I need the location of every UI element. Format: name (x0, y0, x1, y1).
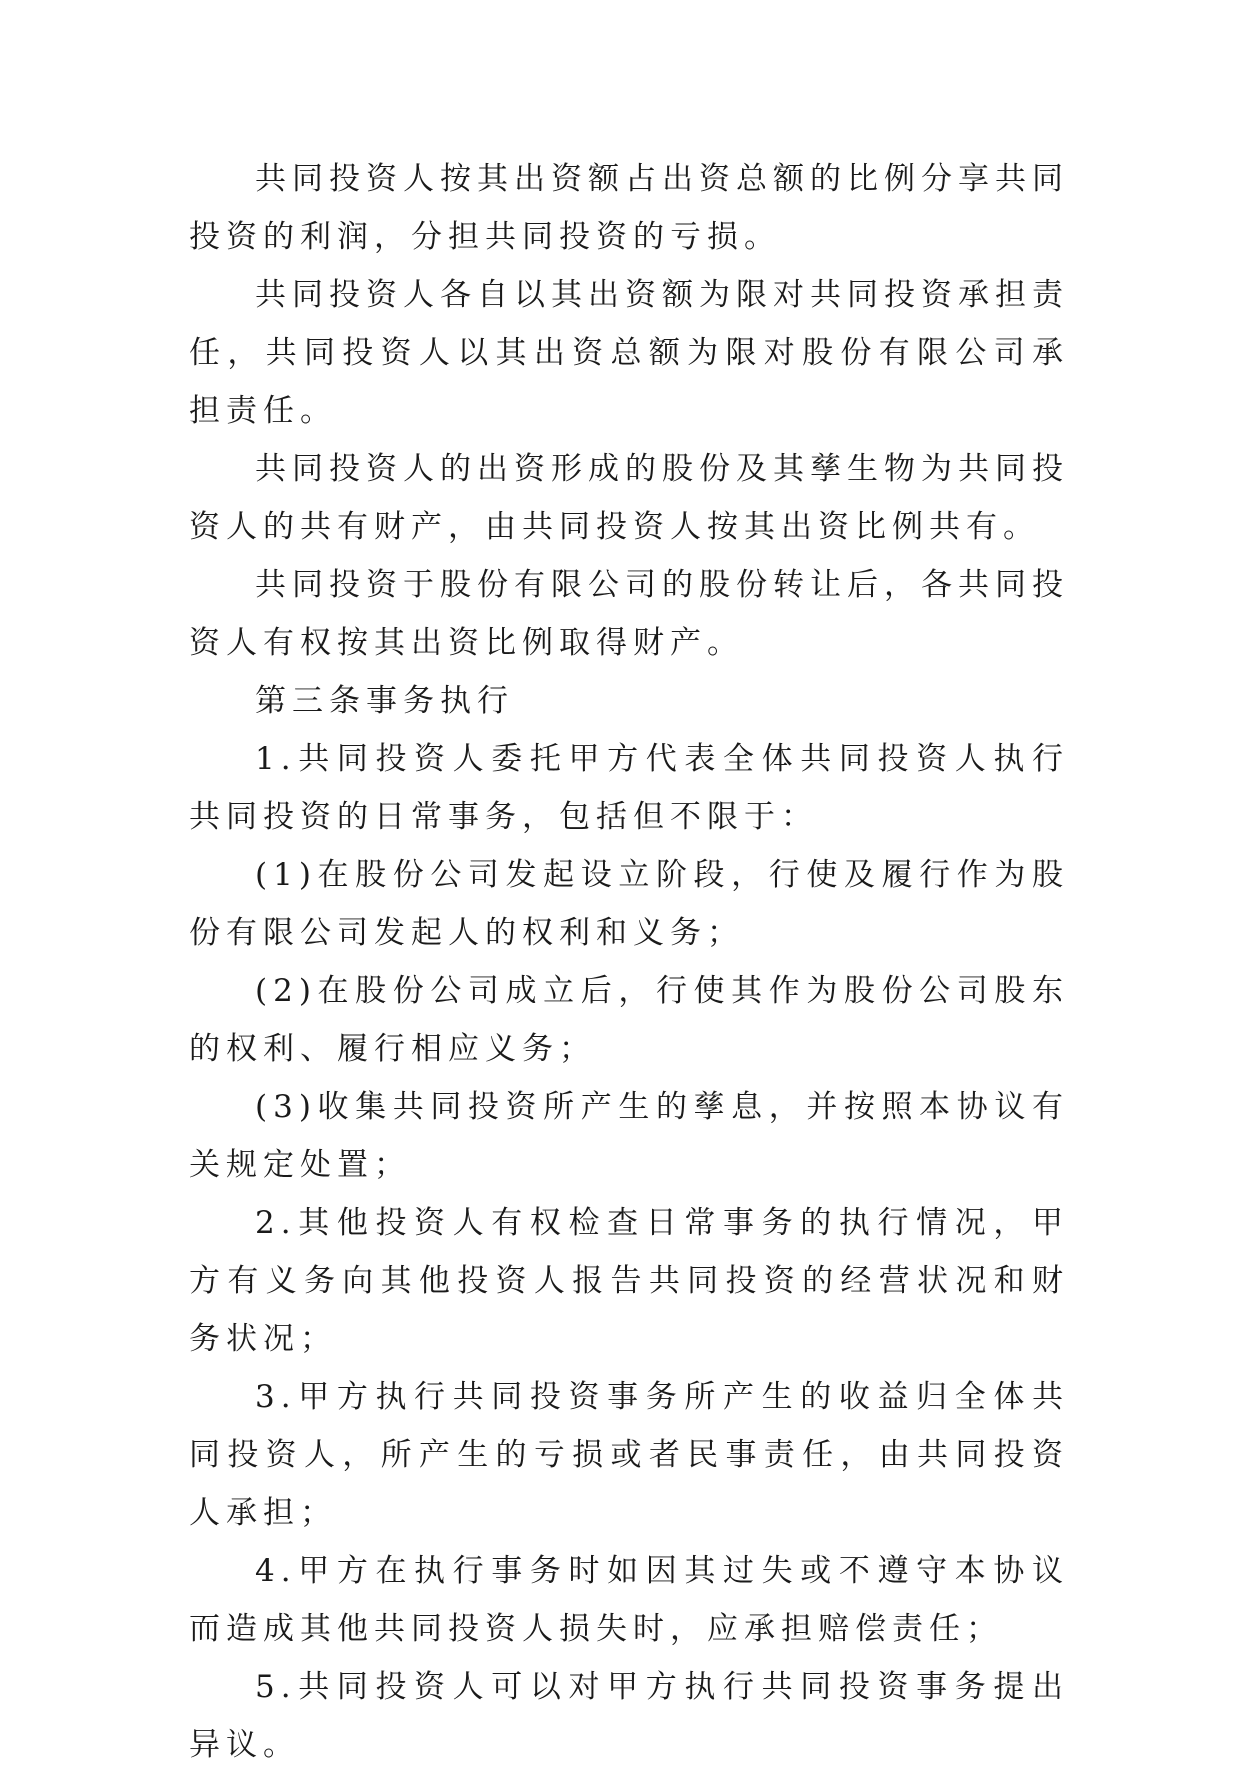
paragraph-liability: 共同投资人各自以其出资额为限对共同投资承担责任，共同投资人以其出资总额为限对股份有限公司承担责任。 (189, 277, 1069, 429)
paragraph-common-property: 共同投资人的出资形成的股份及其孳生物为共同投资人的共有财产，由共同投资人按其出资比例共有。 (189, 451, 1069, 545)
sub-item-1: (1)在股份公司发起设立阶段，行使及履行作为股份有限公司发起人的权利和义务； (189, 857, 1069, 951)
paragraph-share-transfer: 共同投资于股份有限公司的股份转让后，各共同投资人有权按其出资比例取得财产。 (189, 567, 1069, 661)
list-item-5: 5.共同投资人可以对甲方执行共同投资事务提出异议。 (189, 1669, 1069, 1763)
document-body (189, 150, 1069, 1774)
section-heading-article-3: 第三条事务执行 (255, 683, 514, 719)
paragraph-profit-sharing: 共同投资人按其出资额占出资总额的比例分享共同投资的利润，分担共同投资的亏损。 (189, 161, 1069, 255)
list-item-2: 2.其他投资人有权检查日常事务的执行情况，甲方有义务向其他投资人报告共同投资的经营状况和财务状况； (189, 1205, 1069, 1357)
list-item-4: 4.甲方在执行事务时如因其过失或不遵守本协议而造成其他共同投资人损失时，应承担赔偿责任； (189, 1553, 1069, 1647)
list-item-3: 3.甲方执行共同投资事务所产生的收益归全体共同投资人，所产生的亏损或者民事责任，由共同投资人承担； (189, 1379, 1069, 1531)
sub-item-2: (2)在股份公司成立后，行使其作为股份公司股东的权利、履行相应义务； (189, 973, 1069, 1067)
list-item-1: 1.共同投资人委托甲方代表全体共同投资人执行共同投资的日常事务，包括但不限于： (189, 741, 1069, 835)
sub-item-3: (3)收集共同投资所产生的孳息，并按照本协议有关规定处置； (189, 1089, 1069, 1183)
